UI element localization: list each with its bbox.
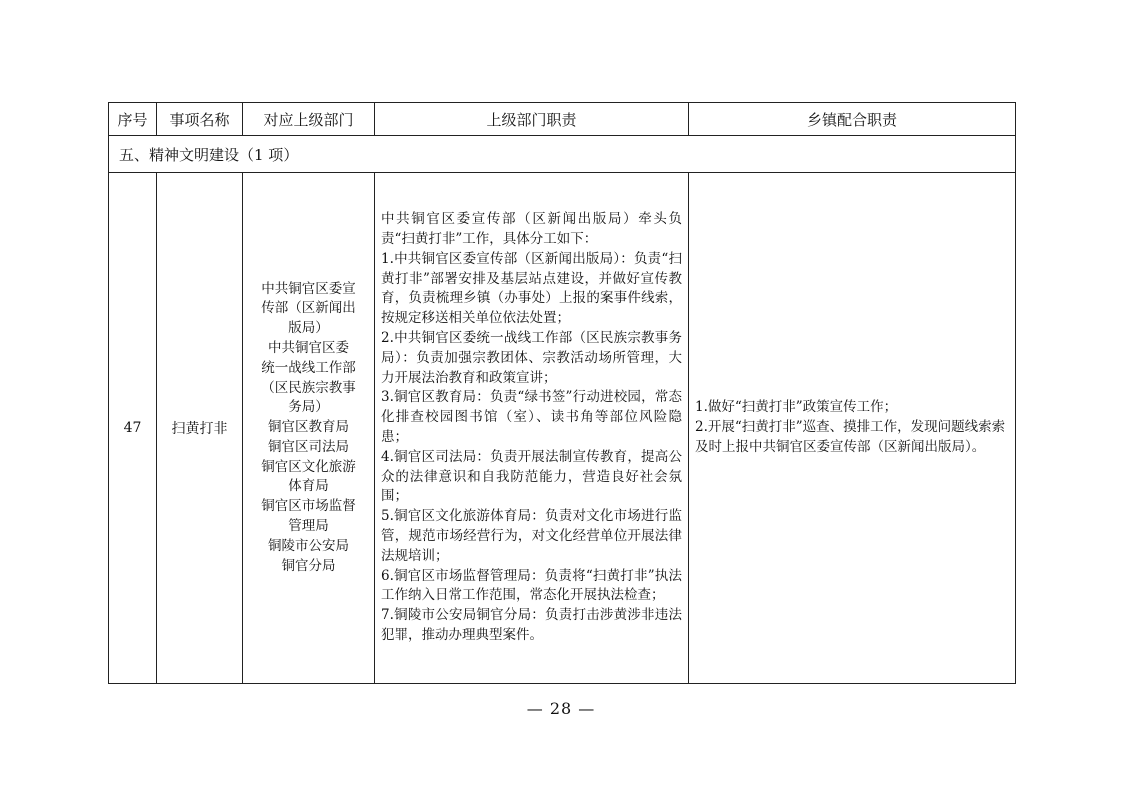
duty-paragraph: 6.铜官区市场监督管理局：负责将“扫黄打非”执法工作纳入日常工作范围，常态化开展执法检查； xyxy=(381,567,682,604)
header-superior-duties: 上级部门职责 xyxy=(375,103,689,136)
department-line: 务局） xyxy=(288,399,329,416)
section-row xyxy=(109,136,1016,173)
duty-paragraph: 7.铜陵市公安局铜官分局：负责打击涉黄涉非违法犯罪，推动办理典型案件。 xyxy=(381,607,682,643)
row-departments xyxy=(243,173,375,684)
section-title: 五、精神文明建设（1 项） xyxy=(109,136,1016,173)
row-number: 47 xyxy=(109,173,157,684)
page-number: — 28 — xyxy=(526,699,596,718)
responsibility-table xyxy=(108,102,1016,684)
table-row xyxy=(109,173,1016,684)
township-duty-paragraph: 1.做好“扫黄打非”政策宣传工作； xyxy=(695,399,898,416)
duty-paragraph: 中共铜官区委宣传部（区新闻出版局）牵头负责“扫黄打非”工作，具体分工如下： xyxy=(381,211,682,248)
duty-paragraph: 1.中共铜官区委宣传部（区新闻出版局）：负责“扫黄打非”部署安排及基层站点建设，并做好宣传教育，负责梳理乡镇（办事处）上报的案事件线索，按规定移送相关单位依法处置； xyxy=(381,250,682,327)
department-line: 铜官区教育局 xyxy=(268,419,349,436)
header-serial-number: 序号 xyxy=(109,103,157,136)
row-item-name: 扫黄打非 xyxy=(157,173,243,684)
duty-paragraph: 2.中共铜官区委统一战线工作部（区民族宗教事务局）：负责加强宗教团体、宗教活动场所管理，大力开展法治教育和政策宣讲； xyxy=(381,330,682,386)
header-superior-department: 对应上级部门 xyxy=(243,103,375,136)
row-superior-duties xyxy=(375,173,689,684)
department-line: 统一战线工作部 xyxy=(261,359,356,376)
header-item-name: 事项名称 xyxy=(157,103,243,136)
row-township-duties xyxy=(689,173,1016,684)
department-line: 铜官分局 xyxy=(281,557,336,574)
department-line: （区民族宗教事 xyxy=(261,379,356,396)
duty-paragraph: 5.铜官区文化旅游体育局：负责对文化市场进行监管，规范市场经营行为，对文化经营单位开展法律法规培训； xyxy=(381,508,682,564)
department-line: 铜陵市公安局 xyxy=(268,537,349,554)
department-line: 版局） xyxy=(288,320,329,337)
department-line: 铜官区文化旅游 xyxy=(261,458,356,475)
department-line: 铜官区市场监督 xyxy=(261,498,356,515)
duty-paragraph: 4.铜官区司法局：负责开展法制宣传教育，提高公众的法律意识和自我防范能力，营造良好社会氛围； xyxy=(381,448,682,505)
header-township-duties: 乡镇配合职责 xyxy=(689,103,1016,136)
department-line: 管理局 xyxy=(288,518,329,535)
department-line: 体育局 xyxy=(288,478,329,495)
department-line: 传部（区新闻出 xyxy=(261,300,356,317)
department-line: 中共铜官区委 xyxy=(268,339,349,356)
table-header-row xyxy=(109,103,1016,136)
department-line: 中共铜官区委宣 xyxy=(261,280,356,297)
department-line: 铜官区司法局 xyxy=(268,438,349,455)
duty-paragraph: 3.铜官区教育局：负责“绿书签”行动进校园，常态化排查校园图书馆（室）、读书角等部位风险隐患； xyxy=(381,389,682,445)
township-duty-paragraph: 2.开展“扫黄打非”巡查、摸排工作，发现问题线索索及时上报中共铜官区委宣传部（区新闻出版局）。 xyxy=(695,419,1006,455)
